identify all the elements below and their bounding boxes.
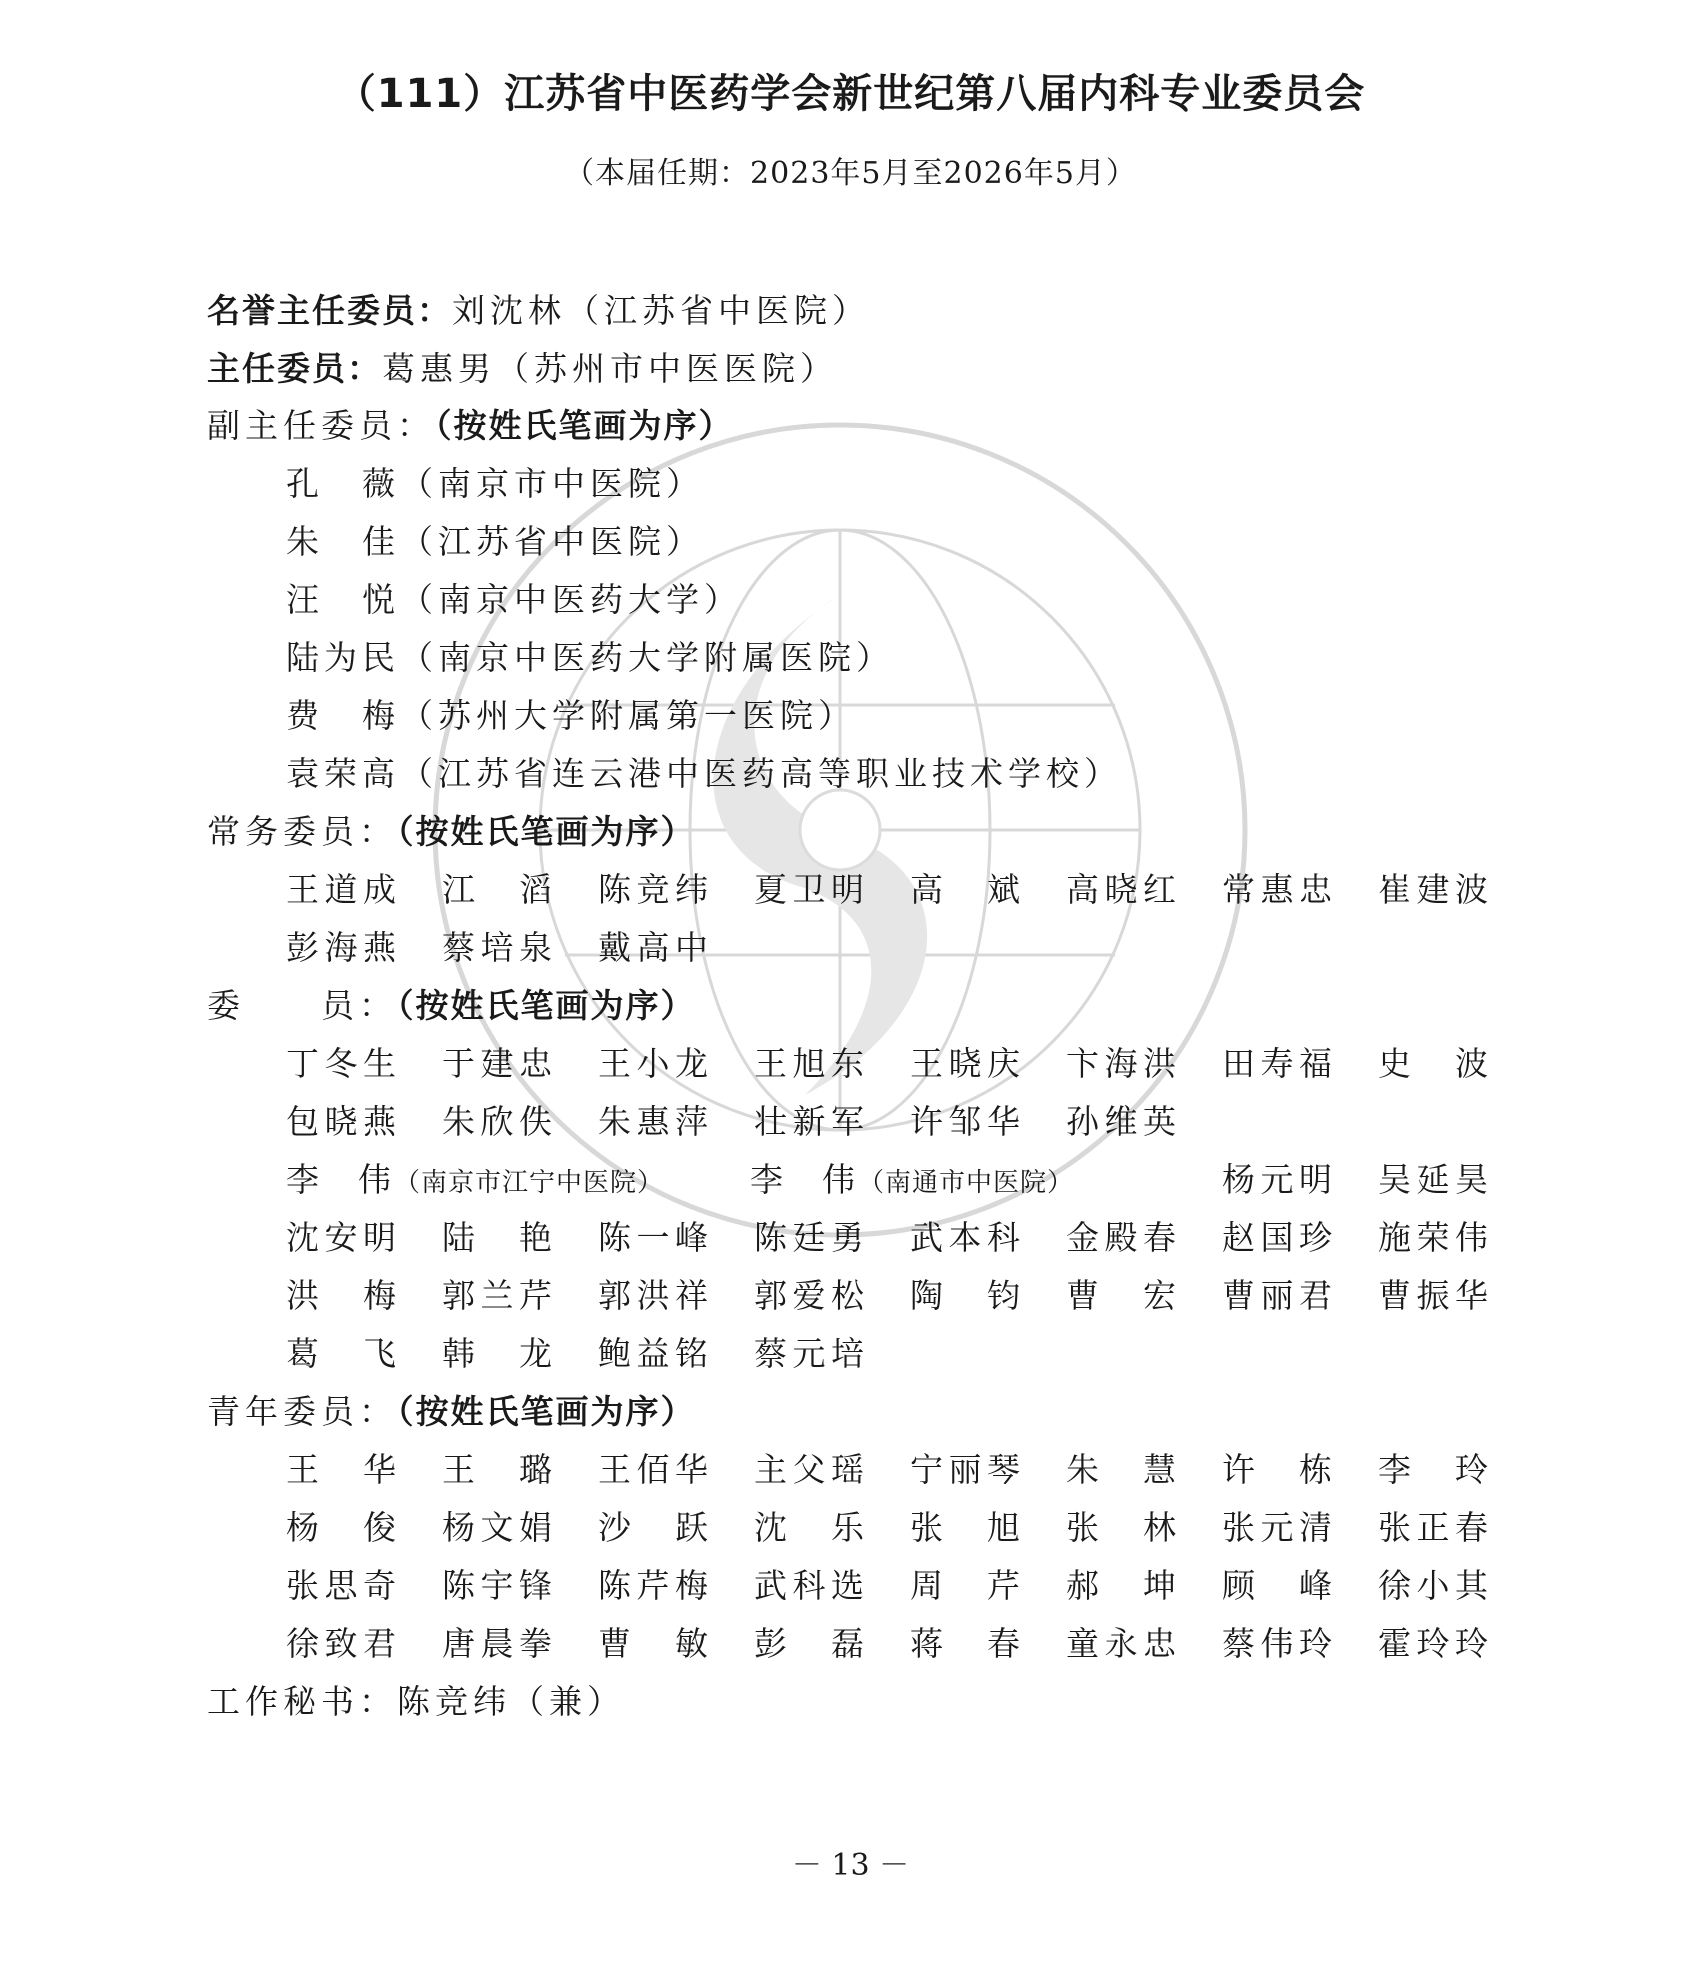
member-name: 许 栋 — [1222, 1450, 1332, 1489]
honorary-chair-label: 名誉主任委员： — [207, 291, 452, 330]
member-name: 沈安明 — [286, 1218, 396, 1257]
vice-chair-label: 副主任委员： — [207, 406, 435, 445]
document-title: （111）江苏省中医药学会新世纪第八届内科专业委员会 — [335, 71, 1366, 117]
member-name: 陶 钧 — [910, 1276, 1020, 1315]
secretary-label: 工作秘书： — [207, 1682, 397, 1721]
youth-members-label: 青年委员： — [207, 1392, 397, 1431]
member-name: 徐小其 — [1378, 1566, 1488, 1605]
member-name: 洪 梅 — [286, 1276, 396, 1315]
member-name: 施荣伟 — [1378, 1218, 1488, 1257]
member-name: 高晓红 — [1066, 870, 1176, 909]
member-name: 李 玲 — [1378, 1450, 1488, 1489]
member-name: 王佰华 — [598, 1450, 708, 1489]
honorary-chair-line — [207, 285, 870, 332]
member-name: 周 芹 — [910, 1566, 1020, 1605]
youth-members-order-note: （按姓氏笔画为序） — [397, 1392, 696, 1431]
youth-members-heading — [207, 1386, 696, 1433]
member-name: 高 斌 — [910, 870, 1020, 909]
member-name: 霍玲玲 — [1378, 1624, 1488, 1663]
member-name: 于建忠 — [442, 1044, 552, 1083]
member-name: 武本科 — [910, 1218, 1020, 1257]
standing-committee-order-note: （按姓氏笔画为序） — [397, 812, 696, 851]
member-name: 曹 敏 — [598, 1624, 708, 1663]
member-name: 张思奇 — [286, 1566, 396, 1605]
member-name: 包晓燕 — [286, 1102, 396, 1141]
chair-line — [207, 343, 838, 390]
member-name: 顾 峰 — [1222, 1566, 1332, 1605]
member-name: 童永忠 — [1066, 1624, 1176, 1663]
member-name: 郭兰芹 — [442, 1276, 552, 1315]
member-name: 杨元明 — [1222, 1160, 1332, 1199]
member-name: 武科选 — [754, 1566, 864, 1605]
member-name: 李 伟 — [750, 1160, 858, 1199]
member-name: 夏卫明 — [754, 870, 864, 909]
term-period: （本届任期：2023年5月至2026年5月） — [564, 156, 1137, 191]
member-name: 郝 坤 — [1066, 1566, 1176, 1605]
secretary-name: 陈竞纬（兼） — [397, 1682, 625, 1721]
member-name: 郭洪祥 — [598, 1276, 708, 1315]
member-name: 宁丽琴 — [910, 1450, 1020, 1489]
member-name: 蔡元培 — [754, 1334, 864, 1373]
member-name: 张元清 — [1222, 1508, 1332, 1547]
standing-committee-heading — [207, 806, 696, 853]
member-name: 徐致君 — [286, 1624, 396, 1663]
member-name: 张正春 — [1378, 1508, 1488, 1547]
member-name: 史 波 — [1378, 1044, 1488, 1083]
member-name: 赵国珍 — [1222, 1218, 1332, 1257]
member-name: 王晓庆 — [910, 1044, 1020, 1083]
member-name: 陈芹梅 — [598, 1566, 708, 1605]
member-name: 丁冬生 — [286, 1044, 396, 1083]
vice-chair-member: 汪 悦（南京中医药大学） — [286, 580, 742, 619]
vice-chair-member: 费 梅（苏州大学附属第一医院） — [286, 696, 856, 735]
vice-chair-heading — [207, 400, 734, 447]
chair-label: 主任委员： — [207, 349, 382, 388]
member-li-wei-jiangning — [286, 1154, 664, 1201]
member-name: 戴高中 — [598, 928, 708, 967]
secretary-line — [207, 1676, 625, 1723]
member-name: 陈一峰 — [598, 1218, 708, 1257]
member-name: 朱惠萍 — [598, 1102, 708, 1141]
member-name: 李 伟 — [286, 1160, 394, 1199]
member-name: 曹振华 — [1378, 1276, 1488, 1315]
member-name: 沙 跃 — [598, 1508, 708, 1547]
member-name: 王道成 — [286, 870, 396, 909]
member-name: 陆 艳 — [442, 1218, 552, 1257]
vice-chair-order-note: （按姓氏笔画为序） — [435, 406, 734, 445]
member-name: 陈竞纬 — [598, 870, 708, 909]
member-name: 鲍益铭 — [598, 1334, 708, 1373]
members-heading — [207, 980, 696, 1027]
member-name: 郭爱松 — [754, 1276, 864, 1315]
page-number: － 13 － — [791, 1848, 910, 1883]
member-name: 王 璐 — [442, 1450, 552, 1489]
honorary-chair-name: 刘沈林（江苏省中医院） — [452, 291, 870, 330]
members-order-note: （按姓氏笔画为序） — [397, 986, 696, 1025]
member-name: 沈 乐 — [754, 1508, 864, 1547]
member-name: 陈宇锋 — [442, 1566, 552, 1605]
member-name: 蒋 春 — [910, 1624, 1020, 1663]
member-name: 田寿福 — [1222, 1044, 1332, 1083]
member-name: 常惠忠 — [1222, 870, 1332, 909]
member-name: 崔建波 — [1378, 870, 1488, 909]
member-name: 曹丽君 — [1222, 1276, 1332, 1315]
member-name: 孙维英 — [1066, 1102, 1176, 1141]
member-name: 葛 飞 — [286, 1334, 396, 1373]
member-name: 彭海燕 — [286, 928, 396, 967]
member-name: 杨文娟 — [442, 1508, 552, 1547]
member-name: 卞海洪 — [1066, 1044, 1176, 1083]
vice-chair-member: 孔 薇（南京市中医院） — [286, 464, 704, 503]
member-name: 曹 宏 — [1066, 1276, 1176, 1315]
member-name: 蔡培泉 — [442, 928, 552, 967]
member-name: 杨 俊 — [286, 1508, 396, 1547]
member-name: 彭 磊 — [754, 1624, 864, 1663]
member-name: 王小龙 — [598, 1044, 708, 1083]
member-name: 吴延昊 — [1378, 1160, 1488, 1199]
vice-chair-member: 陆为民（南京中医药大学附属医院） — [286, 638, 894, 677]
member-li-wei-nantong — [750, 1154, 1074, 1201]
member-name: 朱欣佚 — [442, 1102, 552, 1141]
member-name: 唐晨拳 — [442, 1624, 552, 1663]
member-name: 金殿春 — [1066, 1218, 1176, 1257]
vice-chair-member: 朱 佳（江苏省中医院） — [286, 522, 704, 561]
member-name: 王旭东 — [754, 1044, 864, 1083]
member-name: 韩 龙 — [442, 1334, 552, 1373]
vice-chair-member: 袁荣高（江苏省连云港中医药高等职业技术学校） — [286, 754, 1122, 793]
member-name: 张 林 — [1066, 1508, 1176, 1547]
member-name: 朱 慧 — [1066, 1450, 1176, 1489]
member-name: 张 旭 — [910, 1508, 1020, 1547]
members-label: 委 员： — [207, 986, 397, 1025]
member-name: 许邹华 — [910, 1102, 1020, 1141]
chair-name: 葛惠男（苏州市中医医院） — [382, 349, 838, 388]
standing-committee-label: 常务委员： — [207, 812, 397, 851]
member-name: 陈廷勇 — [754, 1218, 864, 1257]
member-name: 江 滔 — [442, 870, 552, 909]
member-name: 壮新军 — [754, 1102, 864, 1141]
member-name: 蔡伟玲 — [1222, 1624, 1332, 1663]
member-affiliation: （南通市中医院） — [858, 1168, 1075, 1198]
member-name: 王 华 — [286, 1450, 396, 1489]
member-affiliation: （南京市江宁中医院） — [394, 1168, 665, 1198]
member-name: 主父瑶 — [754, 1450, 864, 1489]
